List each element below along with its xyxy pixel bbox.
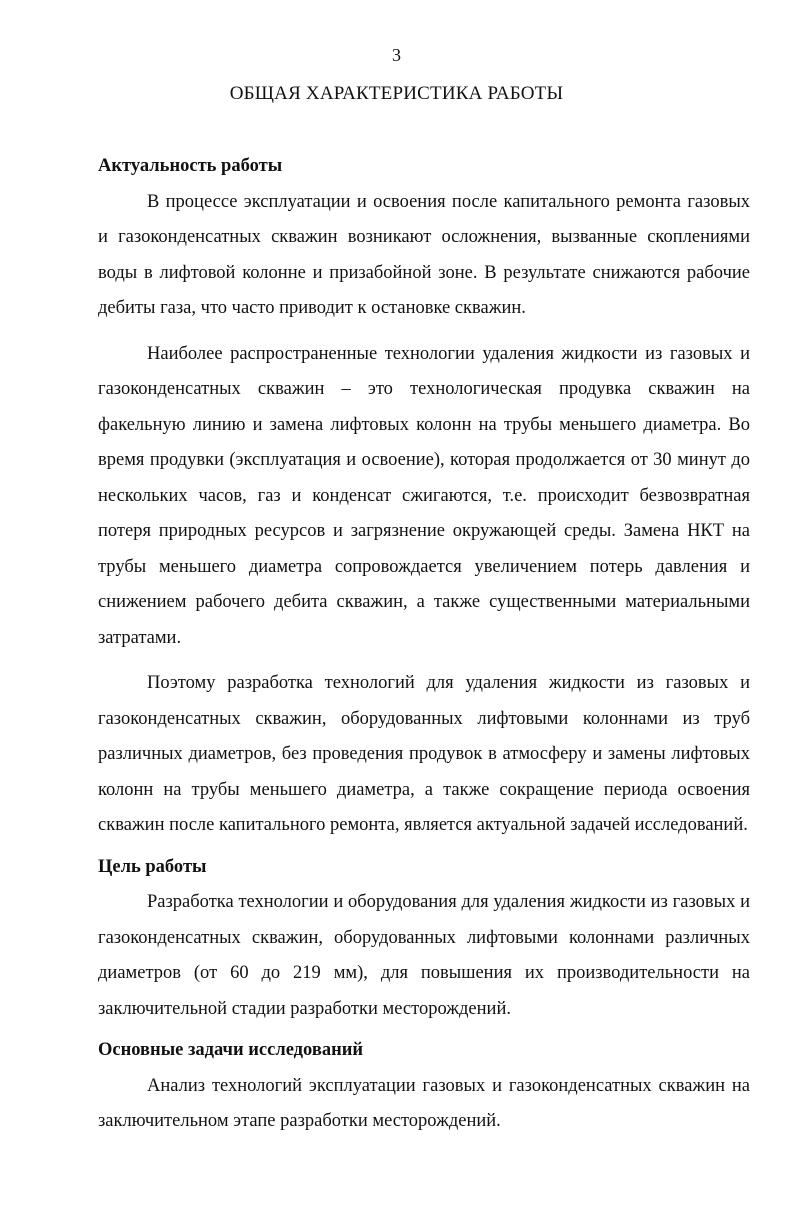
- section-heading: Основные задачи исследований: [98, 1040, 364, 1060]
- section-heading: Цель работы: [98, 856, 207, 877]
- paragraph: Поэтому разработка технологий для удаления жидкости из газовых и газоконденсатных скважин, оборудованных лифтовыми колоннами из труб различных диаметров, без проведения продувок в атмосферу и замены лифтовых колонн на трубы меньшего диаметра, а также сокращение периода освоения скважин после капитального ремонта, является актуальной задачей исследований.: [98, 673, 750, 835]
- section-tasks: [98, 1033, 750, 1140]
- page-title: ОБЩАЯ ХАРАКТЕРИСТИКА РАБОТЫ: [229, 83, 564, 104]
- paragraph: В процессе эксплуатации и освоения после капитального ремонта газовых и газоконденсатных скважин возникают осложнения, вызванные скоплениями воды в лифтовой колонне и призабойной зоне. В результате снижаются рабочие дебиты газа, что часто приводит к остановке скважин.: [98, 191, 750, 318]
- section-relevance: [98, 149, 750, 844]
- page-number: 3: [392, 45, 401, 65]
- section-heading: Актуальность работы: [98, 156, 283, 176]
- paragraph: Разработка технологии и оборудования для удаления жидкости из газовых и газоконденсатных скважин, оборудованных лифтовыми колоннами различных диаметров (от 60 до 219 мм), для повышения их производительности на заключительной стадии разработки месторождений.: [98, 892, 750, 1019]
- section-goal: [98, 850, 750, 1028]
- paragraph: Анализ технологий эксплуатации газовых и газоконденсатных скважин на заключительном этапе разработки месторождений.: [98, 1075, 750, 1131]
- paragraph: Наиболее распространенные технологии удаления жидкости из газовых и газоконденсатных скважин – это технологическая продувка скважин на факельную линию и замена лифтовых колонн на трубы меньшего диаметра. Во время продувки (эксплуатация и освоение), которая продолжается от 30 минут до нескольких часов, газ и конденсат сжигаются, т.е. происходит безвозвратная потеря природных ресурсов и загрязнение окружающей среды. Замена НКТ на трубы меньшего диаметра сопровождается увеличением потерь давления и снижением рабочего дебита скважин, а также существенными материальными затратами.: [98, 343, 750, 648]
- document-body: [98, 149, 750, 1140]
